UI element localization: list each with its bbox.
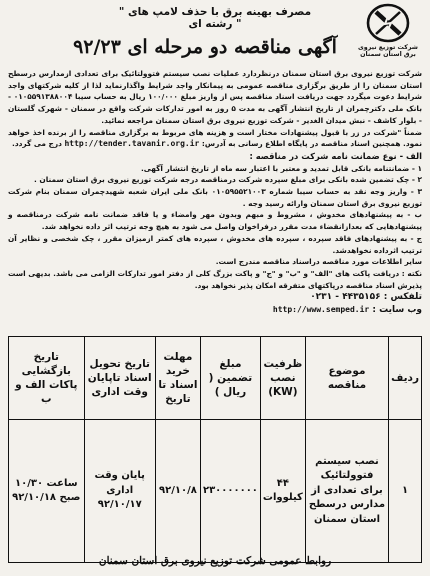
announcement-body: [8, 68, 422, 316]
table-header-row: [9, 337, 422, 420]
website-line: [8, 304, 422, 317]
lightning-logo-icon: [366, 3, 410, 43]
guarantee-heading: الف - نوع ضمانت نامه شرکت در مناقصه :: [249, 150, 422, 161]
cell-delivery: پایان وقت اداری ۹۲/۱۰/۱۷: [84, 420, 155, 563]
guarantee-item-2: ۲ - چک تضمین شده بانکی برای مبلغ سپرده شرکت درمناقصه درجه شرکت توزیع نیروی برق استان سمنان .: [34, 175, 422, 185]
cell-opening: ساعت ۱۰/۳۰ صبح ۹۲/۱۰/۱۸: [9, 420, 85, 563]
col-header-row-no: ردیف: [389, 337, 422, 420]
website-link[interactable]: http://www.semped.ir: [272, 304, 370, 314]
col-header-delivery: تاریخ تحویل اسناد تاپایان وقت اداری: [84, 337, 155, 420]
col-header-opening: تاریخ بازگشایی پاکات الف و ب: [9, 337, 85, 420]
slogan: " مصرف بهینه برق با حذف لامپ های رشته ای ": [118, 6, 312, 30]
footer-credit: روابط عمومی شرکت توزیع نیروی برق استان سمنان: [98, 555, 332, 567]
cell-capacity: ۴۴ کیلووات: [260, 420, 305, 563]
col-header-deposit: مبلغ تضمین ( ریال ): [200, 337, 260, 420]
cell-deadline: ۹۲/۱۰/۸: [155, 420, 200, 563]
clause-b: ب - به پیشنهادهای مخدوش ، مشروط و مبهم وبدون مهر وامضاء و یا فاقد ضمانت نامه شرکت درمناقصه و پیشنهادهایی که بعدازانقضاء مدت مقرر درفراخوان واصل می شود به هیچ وجه ترتیب اثر داده نخواهد شد.: [8, 210, 422, 232]
cell-subject: نصب سیستم فتوولتائیک برای تعدادی از مدارس درسطح استان سمنان: [305, 420, 388, 563]
note-text: ضمناً "شرکت در زر با قبول پیشنهادات مختار است و هزینه های مربوط به برگزاری مناقصه را از برنده اخذ خواهد نمود. همچنین اسناد مناقصه در پایگاه اطلاع رسانی به آدرس:: [8, 127, 422, 149]
col-header-subject: موضوع مناقصه: [305, 337, 388, 420]
tender-url-link[interactable]: http://tender.tavanir.org.ir: [64, 139, 200, 149]
clause-e: نکته : دریافت پاکت های "الف" و "ب" و "ج" و پاکت بزرگ کلی از دفتر امور تدارکات الزامی می باشد. بدیهی است پذیرش اسناد مناقصه درپاکتهای متفرقه امکان پذیر نخواهد بود.: [8, 268, 422, 290]
cell-row-no: ۱: [389, 420, 422, 563]
phone-line: تلفکس : ۴۴۳۵۱۵۶ - ۰۲۳۱: [310, 292, 422, 303]
guarantee-item-1: ۱ - ضمانتنامه بانکی قابل تمدید و معتبر با اعتبار سه ماه از تاریخ انتشار آگهی.: [140, 163, 422, 173]
col-header-capacity: ظرفیت نصب (KW): [260, 337, 305, 420]
logo-org-name: شرکت توزیع نیروی برق استان سمنان: [358, 44, 418, 58]
clause-d: سایر اطلاعات مورد مناقصه دراسناد مناقصه مندرج است.: [215, 257, 422, 267]
company-logo: [352, 3, 424, 65]
tender-table: [8, 336, 422, 563]
clause-c: ج - به پیشنهادهای فاقد سپرده ، سپرده های مخدوش ، سپرده های کمتر ازمیزان مقرر ، چک شخصی و نظایر آن ترتیب اثرداده نخواهدشد.: [8, 233, 422, 255]
table-row: [9, 420, 422, 563]
col-header-deadline: مهلت خرید اسناد تا تاریخ: [155, 337, 200, 420]
page-title: آگهی مناقصه دو مرحله ای ۹۲/۲۳: [73, 36, 337, 58]
website-label: وب سایت :: [372, 304, 422, 315]
guarantee-item-3: ۳ - واریز وجه نقد به حساب سیبا شماره ۰۱۰۵۹۵۵۲۱۰۰۳ بانک ملی ایران شعبه شهیدچمران سمنان بنام شرکت توزیع نیروی برق استان سمنان وارائه رسید وجه .: [8, 187, 422, 208]
note-paragraph: [8, 127, 422, 150]
cell-deposit: ۲۳۰۰۰۰۰۰۰: [200, 420, 260, 563]
intro-paragraph: شرکت توزیع نیروی برق استان سمنان درنظردارد عملیات نصب سیستم فتوولتائیک برای تعدادی ازمدارس درسطح استان سمنان را از طریق برگزاری مناقصه عمومی به پیمانکار واجد شرایط واگذارنماید لذا از کلیه شرکتهای واجد شرایط دعوت میگردد جهت دریافت اسناد مناقصه پس از واریز مبلغ ۱۰۰/۰۰۰ ریال به حساب سیبا ۰۱۰۵۵۹۱۳۸۸۰۰۴ - بانک ملی دکترچمران از تاریخ انتشار آگهی به مدت ۵ روز به امور تدارکات شرکت واقع در سمنان - شهرک گلستان - بلوار کاشف - نبش میدان الغدیر - شرکت توزیع نیروی برق استان سمنان مراجعه نمائید.: [8, 69, 423, 125]
note-suffix: درج می گردد.: [12, 139, 62, 149]
